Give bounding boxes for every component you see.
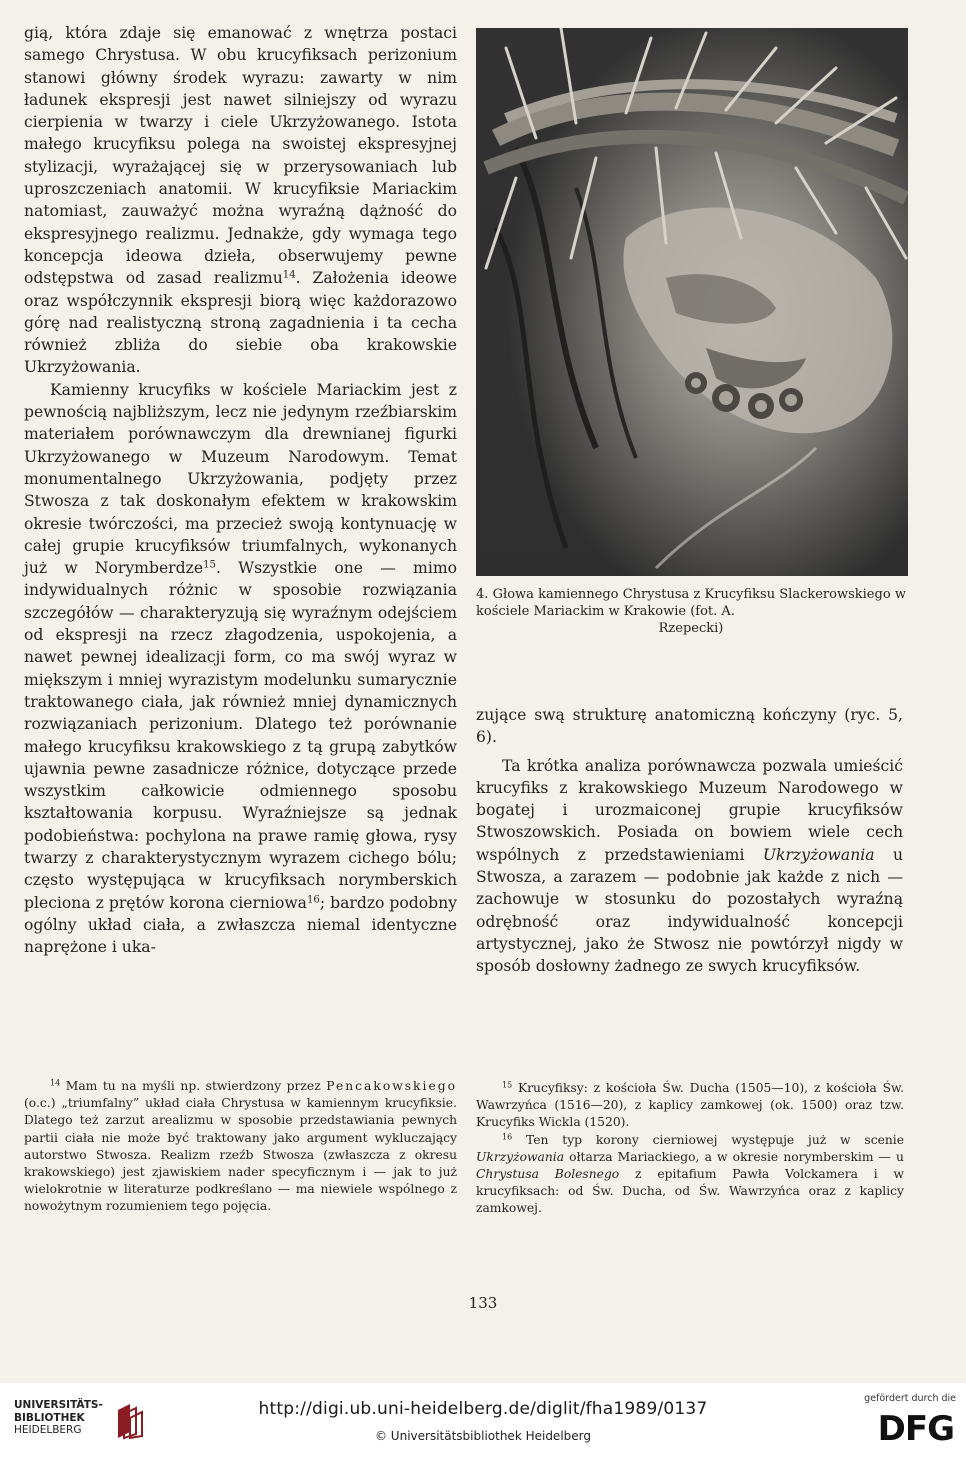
dfg-note: gefördert durch die (864, 1393, 956, 1404)
footnote-ref-15[interactable]: 15 (203, 559, 216, 571)
figure-photo-christ-head (476, 28, 908, 576)
right-paragraph-1: zujące swą strukturę anatomiczną kończyny (ryc. 5, 6). (476, 706, 903, 747)
footnote-15: $^{15}$ Krucyfiksy: z kościoła Św. Ducha (1505—10), z kościoła Św. Wawrzyńca (1516—20), z kaplicy zamkowej (ok. 1500) oraz tzw. Krucyfiks Wickla (1520). (476, 1080, 904, 1130)
footnote-16: $^{16}$ Ten typ korony cierniowej występuje już w scenie Ukrzyżowania ołtarza Mariackiego, a w okresie norymberskim — u Chrystusa Bolesnego z epitafium Pawła Volckamera i w krucyfiksach: od Św. Ducha, od Św. Wawrzyńca oraz z kaplicy zamkowej. (476, 1132, 904, 1216)
right-column-text (476, 704, 903, 978)
copyright-notice: © Universitätsbibliothek Heidelberg (374, 1429, 591, 1443)
library-mark-icon (114, 1402, 146, 1440)
page-number: 133 (468, 1294, 498, 1312)
figure-caption-credit: Rzepecki) (658, 621, 724, 636)
footnote-14: $^{14}$ Mam tu na myśli np. stwierdzony przez Pencakowskiego (o.c.) „triumfalny” układ ciała Chrystusa w kamiennym krucyfiksie. Dlatego też zarzut arealizmu w sposobie przedstawiania pewnych partii ciała nie może być traktowany jako argument wykluczający autorstwo Stwosza. Realizm rzeźb Stwosza (zwłaszcza z okresu krakowskiego) jest zjawiskiem nader specyficznym i — jak to już wielokrotnie w literaturze podkreślano — ma niewiele wspólnego z nowożytnym rozumieniem tego pojęcia. (24, 1078, 457, 1214)
dfg-logo-text: DFG (877, 1409, 954, 1449)
permalink-url[interactable]: http://digi.ub.uni-heidelberg.de/diglit/fha1989/0137 (258, 1399, 708, 1419)
footnotes-right (476, 1080, 904, 1218)
footnotes-left (24, 1078, 457, 1216)
library-name: UNIVERSITÄTS- BIBLIOTHEK HEIDELBERG (14, 1399, 103, 1436)
left-paragraph-1: gią, która zdaje się emanować z wnętrza postaci samego Chrystusa. W obu krucyfiksach perizonium stanowi główny środek wyrazu: zawarty w nim ładunek ekspresji jest nawet silniejszy od wyrazu cierpienia w twarzy i ciele Ukrzyżowanego. Istota małego krucyfiksu polega na swoistej ekspresyjnej stylizacji, wyrażającej się w przerysowaniach lub uproszczeniach anatomii. W krucyfiksie Mariackim natomiast, zauważyć można wyraźną dążność do ekspresyjnego realizmu. Jednakże, gdy wymaga tego koncepcja ideowa dzieła, obserwujemy pewne odstępstwa od zasad realizmu$^{14}$. Założenia ideowe oraz współczynnik ekspresji biorą więc każdorazowo górę nad realistyczną stroną zagadnienia i ta cecha również zbliża do siebie oba krakowskie Ukrzyżowania. (24, 24, 457, 377)
dfg-funding-logo[interactable] (852, 1393, 956, 1449)
left-column-text (24, 22, 457, 958)
figure-caption-text: 4. Głowa kamiennego Chrystusa z Krucyfiksu Slackerowskiego w kościele Mariackim w Krakowie (fot. A. (476, 587, 906, 619)
digitization-footer (0, 1383, 966, 1457)
footnote-ref-14[interactable]: 14 (282, 269, 296, 281)
left-paragraph-2: Kamienny krucyfiks w kościele Mariackim jest z pewnością najbliższym, lecz nie jedynym rzeźbiarskim materiałem porównawczym dla drewnianej figurki Ukrzyżowanego w Muzeum Narodowym. Temat monumentalnego Ukrzyżowania, podjęty przez Stwosza z tak doskonałym efektem w krakowskim okresie twórczości, ma przecież swoją kontynuację w całej grupie krucyfiksów triumfalnych, wykonanych już w Norymberdze$^{15}$. Wszystkie one — mimo indywidualnych różnic w sposobie rozwiązania szczegółów — charakteryzują się wyraźnym odejściem od ekspresji na rzecz złagodzenia, uspokojenia, a nawet pewnej idealizacji form, co ma swój wyraz w miększym i mniej wyrazistym modelunku sumarycznie traktowanego ciała, jak również mniej dynamicznych rozwiązaniach perizonium. Dlatego też porównanie małego krucyfiksu krakowskiego z tą grupą zabytków ujawnia pewne zasadnicze różnice, dotyczące przede wszystkim całkowicie odmiennego sposobu kształtowania korpusu. Wyraźniejsze są jednak podobieństwa: pochylona na prawe ramię głowa, rysy twarzy z charakterystycznym wyrazem cichego bólu; często występująca w krucyfiksach norymberskich pleciona z prętów korona cierniowa$^{16}$; bardzo podobny ogólny układ ciała, a zwłaszcza niemal identyczne naprężone i uka- (24, 380, 458, 957)
library-logo[interactable] (14, 1399, 144, 1443)
photo-illustration (476, 28, 908, 576)
figure-caption (476, 586, 906, 637)
footnote-ref-16[interactable]: 16 (306, 894, 320, 906)
right-paragraph-2: Ta krótka analiza porównawcza pozwala umieścić krucyfiks z krakowskiego Muzeum Narodowego w bogatej i urozmaiconej grupie krucyfiksów Stwoszowskich. Posiada on bowiem wiele cech wspólnych z przedstawieniami Ukrzyżowania u Stwosza, a zarazem — podobnie jak każde z nich — zachowuje w stosunku do pozostałych wyraźną odrębność oraz indywidualność koncepcji artystycznej, jako że Stwosz nie powtórzył nigdy w sposób dosłowny żadnego ze swych krucyfiksów. (476, 756, 903, 976)
